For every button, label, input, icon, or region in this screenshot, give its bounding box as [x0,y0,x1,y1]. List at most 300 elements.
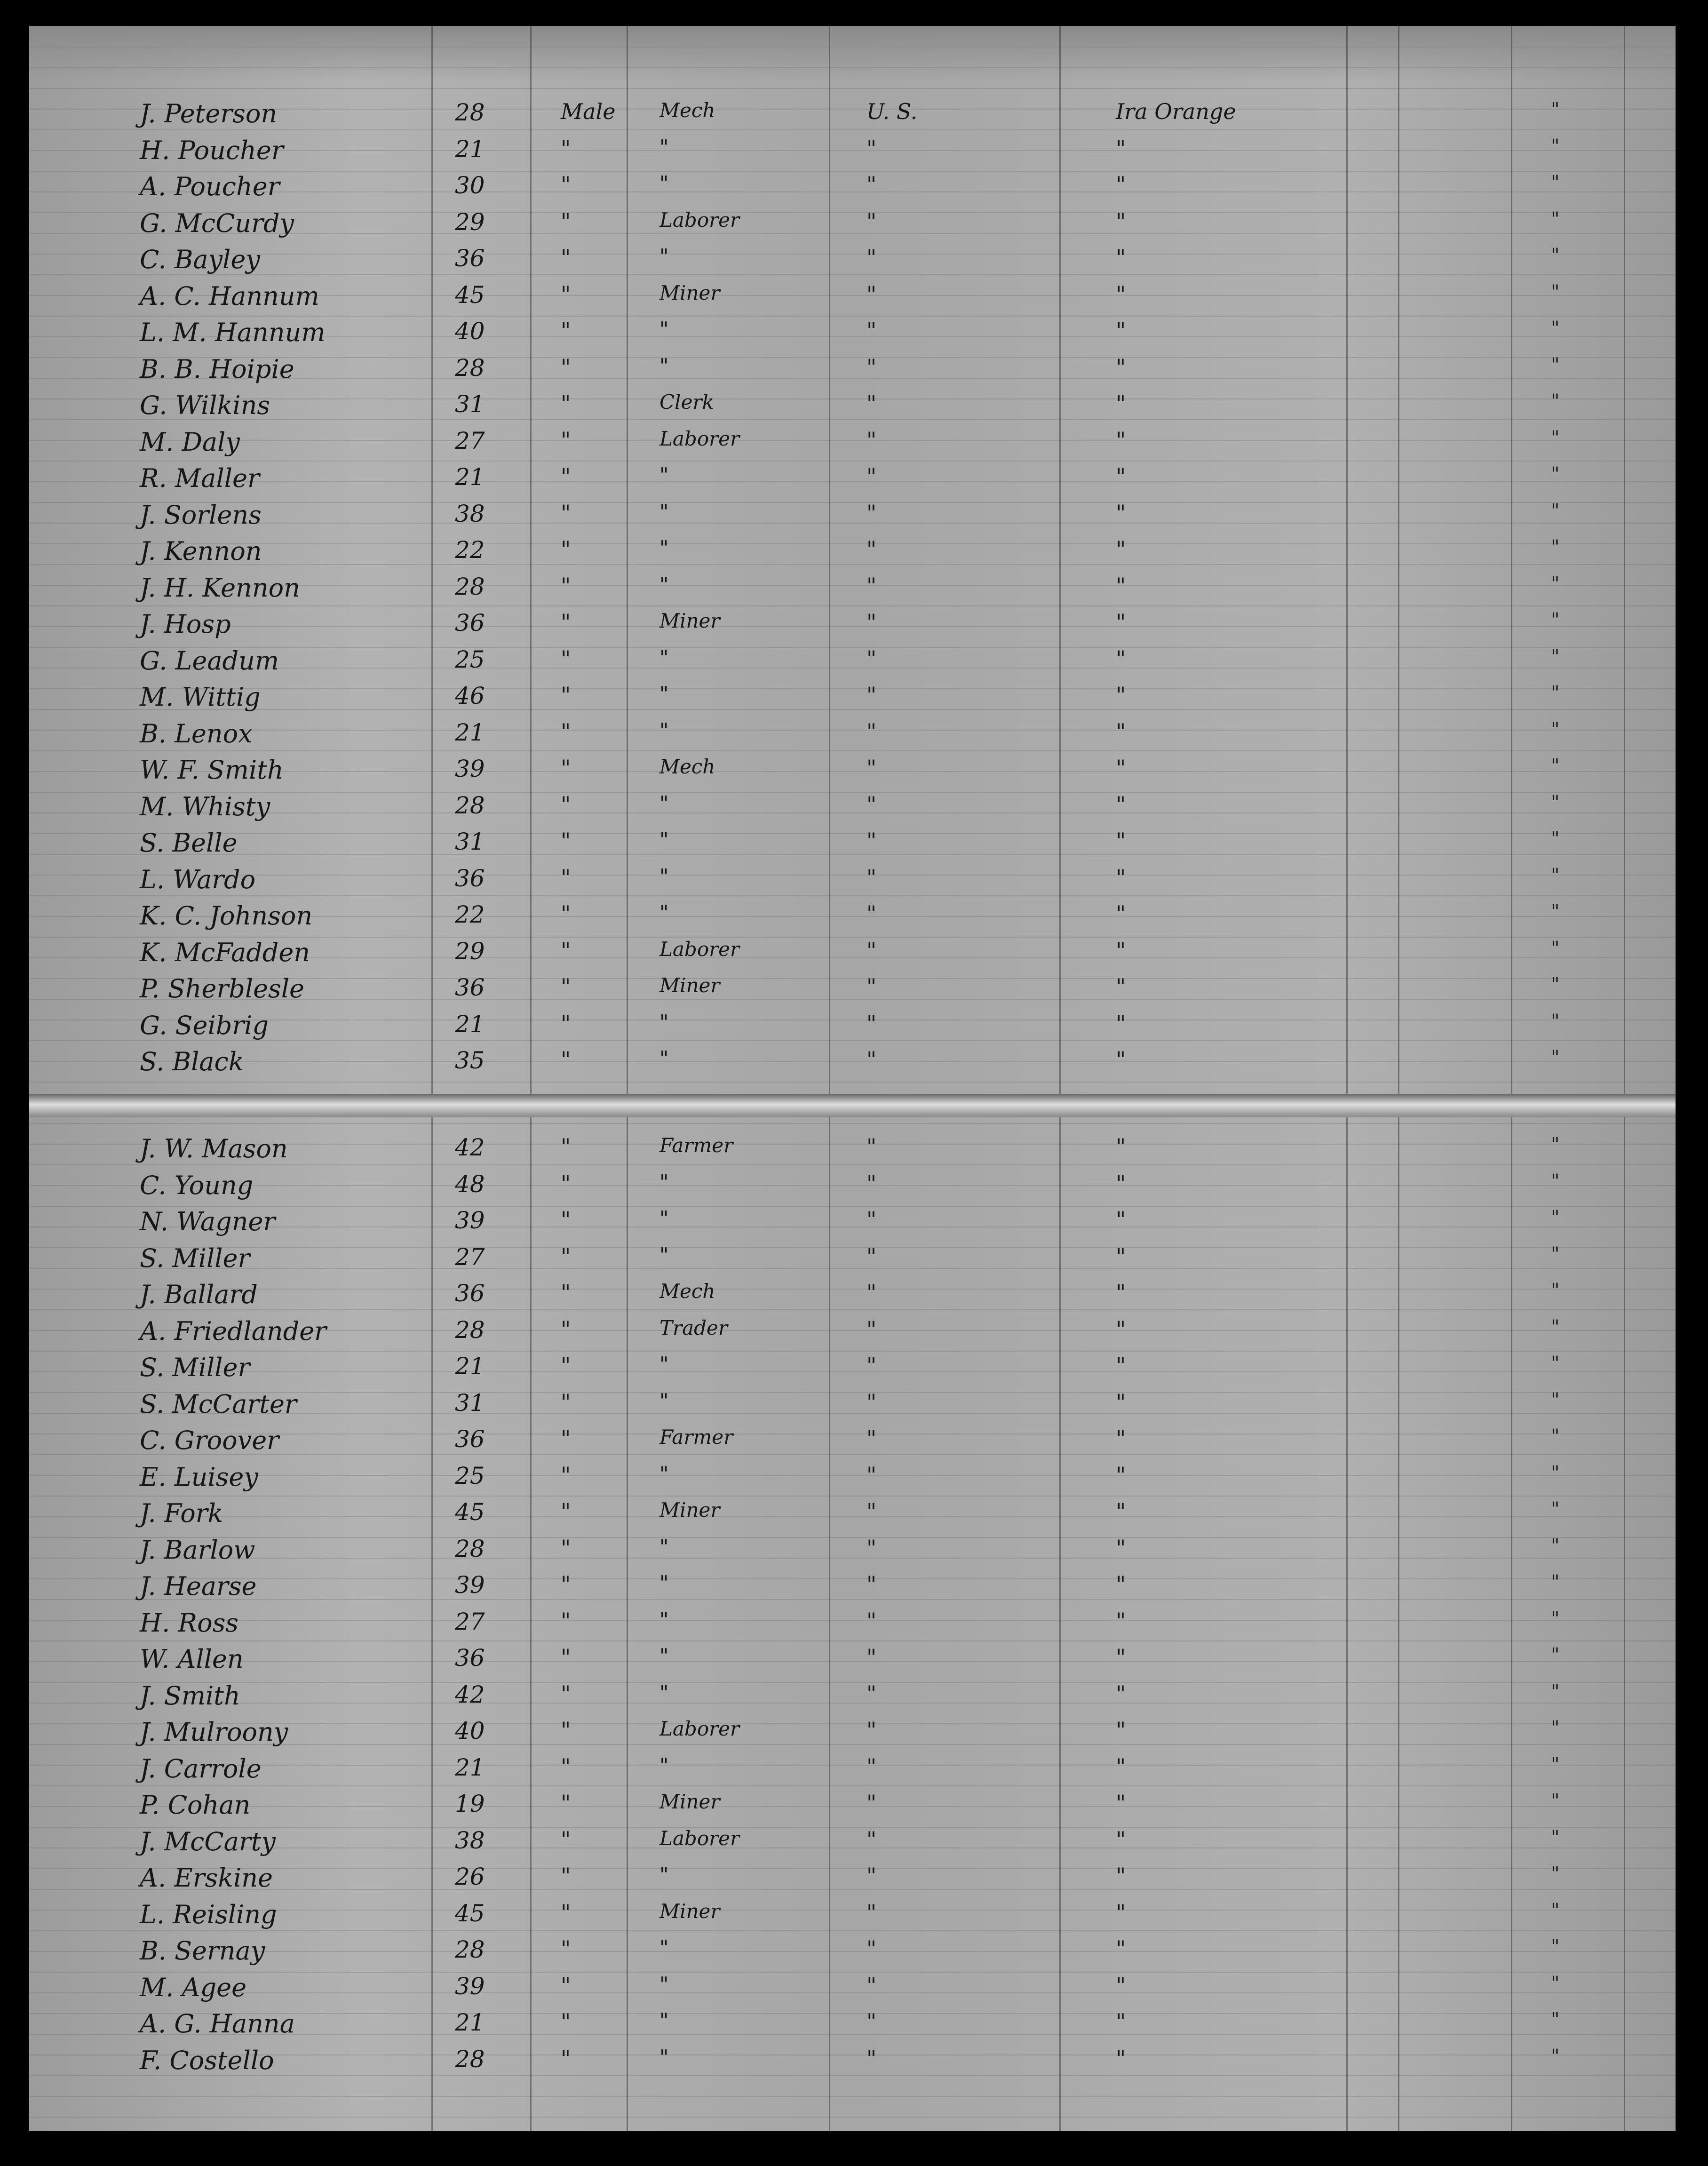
person-name: B. B. Hoipie [140,354,294,384]
birth-place: " [866,1826,877,1852]
person-name: H. Ross [140,1608,239,1638]
person-sex: " [561,1316,571,1342]
person-sex: " [561,1863,571,1888]
ledger-row [29,573,1676,610]
person-sex: " [561,1353,571,1378]
county-entry: " [1116,1753,1126,1779]
person-sex: " [561,1571,571,1597]
birth-place: " [866,354,877,380]
birth-place: " [866,1170,877,1196]
ledger-row [29,901,1676,938]
ledger-row [29,500,1676,537]
person-name: J. Sorlens [140,500,262,530]
county-entry: " [1116,1826,1126,1852]
birth-place: " [866,1425,877,1451]
ledger-row [29,1389,1676,1426]
birth-place: " [866,245,877,270]
person-age: 21 [455,463,485,491]
ditto-mark: " [1551,937,1560,959]
birth-place: " [866,1972,877,1998]
ditto-mark: " [1551,1498,1560,1520]
county-entry: " [1116,1047,1126,1072]
person-name: L. Reisling [140,1899,277,1929]
county-entry: " [1116,463,1126,489]
ledger-row [29,1207,1676,1243]
person-occupation: " [659,135,669,159]
ledger-row [29,1644,1676,1681]
person-age: 36 [455,1425,485,1453]
person-sex: " [561,1717,571,1743]
person-sex: " [561,609,571,635]
person-sex: " [561,1425,571,1451]
ledger-row [29,1047,1676,1083]
ditto-mark: " [1551,1316,1560,1338]
person-sex: " [561,318,571,343]
person-sex: " [561,1826,571,1852]
ditto-mark: " [1551,1243,1560,1265]
person-name: J. Kennon [140,536,262,566]
page-top-shadow [29,26,1676,82]
person-name: J. H. Kennon [140,573,300,603]
person-occupation: " [659,1170,669,1194]
person-occupation: " [659,2009,669,2032]
person-age: 21 [455,1010,485,1038]
ditto-mark: " [1551,1826,1560,1848]
person-name: A. Erskine [140,1863,273,1893]
county-entry: " [1116,1280,1126,1305]
person-age: 46 [455,682,485,709]
person-sex: " [561,1790,571,1816]
person-age: 27 [455,1243,485,1271]
county-entry: " [1116,1936,1126,1961]
person-age: 29 [455,937,485,965]
ledger-row [29,427,1676,464]
person-age: 31 [455,390,485,418]
ditto-mark: " [1551,1280,1560,1301]
birth-place: " [866,1316,877,1342]
ledger-row [29,354,1676,391]
ditto-mark: " [1551,1535,1560,1557]
ledger-row [29,1681,1676,1718]
person-occupation: " [659,318,669,341]
birth-place: " [866,281,877,307]
ditto-mark: " [1551,1680,1560,1703]
county-entry: " [1116,974,1126,999]
person-name: J. Hosp [140,609,231,639]
ledger-row [29,172,1676,208]
birth-place: " [866,2045,877,2071]
person-name: K. C. Johnson [140,901,313,931]
birth-place: " [866,755,877,780]
ledger-row [29,1425,1676,1462]
person-name: F. Costello [140,2045,274,2075]
birth-place: " [866,864,877,890]
person-occupation: Laborer [659,937,740,961]
person-occupation: " [659,1608,669,1631]
person-age: 45 [455,1899,485,1927]
birth-place: " [866,1790,877,1816]
county-entry: " [1116,1462,1126,1488]
person-age: 31 [455,1389,485,1417]
person-sex: " [561,1047,571,1072]
county-entry: " [1116,500,1126,526]
person-sex: " [561,718,571,744]
birth-place: " [866,390,877,416]
birth-place: " [866,318,877,343]
ledger-row [29,682,1676,719]
person-occupation: " [659,901,669,924]
ditto-mark: " [1551,1644,1560,1666]
person-age: 21 [455,2009,485,2036]
birth-place: " [866,573,877,598]
county-entry: " [1116,281,1126,307]
ditto-mark: " [1551,1608,1560,1630]
ditto-mark: " [1551,901,1560,923]
person-sex: " [561,500,571,526]
ditto-mark: " [1551,828,1560,850]
person-sex: " [561,1207,571,1232]
ledger-row [29,1462,1676,1499]
birth-place: " [866,901,877,926]
county-entry: " [1116,1010,1126,1036]
person-age: 25 [455,1462,485,1489]
county-entry: " [1116,1571,1126,1597]
person-sex: Male [561,99,616,124]
person-name: H. Poucher [140,135,284,165]
county-entry: " [1116,682,1126,708]
ditto-mark: " [1551,318,1560,339]
person-occupation: " [659,354,669,377]
person-occupation: Mech [659,1280,715,1303]
page-fold [29,1094,1676,1117]
person-name: W. Allen [140,1644,244,1674]
person-occupation: " [659,1644,669,1667]
person-occupation: Miner [659,609,720,632]
ditto-mark: " [1551,1753,1560,1776]
county-entry: " [1116,172,1126,197]
person-occupation: " [659,1047,669,1070]
ledger-row [29,1936,1676,1973]
person-age: 45 [455,281,485,309]
county-entry: " [1116,937,1126,963]
county-entry: " [1116,1863,1126,1888]
birth-place: " [866,1389,877,1415]
county-entry: " [1116,609,1126,635]
ditto-mark: " [1551,427,1560,449]
ledger-row [29,536,1676,573]
person-occupation: " [659,864,669,888]
county-entry: " [1116,135,1126,161]
ditto-mark: " [1551,2045,1560,2067]
person-sex: " [561,172,571,197]
person-occupation: Laborer [659,208,740,231]
birth-place: " [866,1644,877,1670]
ditto-mark: " [1551,1899,1560,1921]
person-name: A. G. Hanna [140,2009,295,2039]
county-entry: " [1116,318,1126,343]
person-sex: " [561,828,571,853]
birth-place: " [866,791,877,817]
ledger-row [29,208,1676,245]
ditto-mark: " [1551,2009,1560,2031]
county-entry: " [1116,755,1126,780]
person-occupation: " [659,1753,669,1777]
person-age: 29 [455,208,485,236]
ledger-row [29,1608,1676,1645]
person-age: 42 [455,1134,485,1161]
ledger-row [29,1754,1676,1791]
birth-place: " [866,1207,877,1232]
person-age: 40 [455,318,485,345]
county-entry: " [1116,573,1126,598]
person-sex: " [561,1936,571,1961]
birth-place: " [866,1680,877,1706]
person-sex: " [561,281,571,307]
ditto-mark: " [1551,1047,1560,1068]
person-sex: " [561,682,571,708]
person-sex: " [561,1498,571,1524]
person-name: J. Carrole [140,1753,262,1784]
ledger-row [29,1280,1676,1316]
person-occupation: " [659,1010,669,1034]
birth-place: " [866,1280,877,1305]
person-sex: " [561,1535,571,1561]
person-name: J. Fork [140,1498,223,1528]
ledger-row [29,1863,1676,1900]
person-name: C. Bayley [140,245,260,274]
ledger-page [29,26,1676,2131]
county-entry: " [1116,901,1126,926]
county-entry: " [1116,536,1126,562]
ditto-mark: " [1551,645,1560,668]
person-age: 28 [455,791,485,819]
ledger-row [29,755,1676,792]
person-name: J. Barlow [140,1535,255,1565]
person-occupation: " [659,1863,669,1886]
ditto-mark: " [1551,1972,1560,1994]
birth-place: U. S. [866,99,918,124]
person-age: 39 [455,1972,485,2000]
ditto-mark: " [1551,1353,1560,1374]
person-name: C. Groover [140,1425,279,1455]
person-age: 36 [455,609,485,637]
ledger-row [29,99,1676,135]
person-occupation: Laborer [659,427,740,450]
county-entry: " [1116,864,1126,890]
person-occupation: Clerk [659,390,714,414]
ledger-row [29,281,1676,318]
person-name: J. W. Mason [140,1134,288,1163]
ditto-mark: " [1551,208,1560,230]
person-name: G. Leadum [140,645,279,676]
person-occupation: " [659,536,669,559]
ditto-mark: " [1551,1863,1560,1885]
person-name: G. Seibrig [140,1010,269,1040]
person-name: J. Ballard [140,1280,258,1309]
person-occupation: Miner [659,1790,720,1813]
ditto-mark: " [1551,1717,1560,1739]
person-sex: " [561,1243,571,1269]
birth-place: " [866,1608,877,1633]
birth-place: " [866,1462,877,1488]
person-occupation: " [659,645,669,669]
person-name: S. McCarter [140,1389,297,1419]
ditto-mark: " [1551,1170,1560,1192]
person-age: 28 [455,1936,485,1963]
person-age: 36 [455,1644,485,1672]
person-age: 48 [455,1170,485,1198]
birth-place: " [866,682,877,708]
county-entry: " [1116,1535,1126,1561]
person-name: B. Lenox [140,718,253,749]
ledger-row [29,2009,1676,2046]
person-name: A. Friedlander [140,1316,326,1346]
county-entry: " [1116,1498,1126,1524]
ditto-mark: " [1551,354,1560,376]
person-sex: " [561,2009,571,2034]
person-sex: " [561,427,571,453]
birth-place: " [866,208,877,234]
ditto-mark: " [1551,536,1560,558]
county-entry: " [1116,1972,1126,1998]
ledger-row [29,792,1676,828]
county-entry: " [1116,1389,1126,1415]
county-entry: " [1116,828,1126,853]
person-age: 39 [455,755,485,782]
birth-place: " [866,2009,877,2034]
ledger-row [29,1011,1676,1047]
ledger-row [29,974,1676,1011]
county-entry: " [1116,1680,1126,1706]
birth-place: " [866,718,877,744]
birth-place: " [866,1571,877,1597]
county-entry: " [1116,1790,1126,1816]
ditto-mark: " [1551,1462,1560,1484]
person-sex: " [561,1280,571,1305]
birth-place: " [866,1753,877,1779]
ditto-mark: " [1551,135,1560,157]
ledger-row [29,828,1676,865]
person-age: 27 [455,427,485,454]
county-entry: " [1116,1243,1126,1269]
person-occupation: Miner [659,974,720,997]
person-sex: " [561,1680,571,1706]
person-age: 22 [455,536,485,564]
ledger-row [29,463,1676,500]
person-sex: " [561,1753,571,1779]
ditto-mark: " [1551,791,1560,813]
county-entry: " [1116,1425,1126,1451]
county-entry: " [1116,1717,1126,1743]
person-name: J. Mulroony [140,1717,288,1747]
person-sex: " [561,135,571,161]
ledger-row [29,1535,1676,1572]
person-sex: " [561,354,571,380]
person-age: 21 [455,1353,485,1380]
birth-place: " [866,427,877,453]
person-sex: " [561,1010,571,1036]
person-occupation: " [659,500,669,523]
person-name: J. Smith [140,1680,240,1711]
birth-place: " [866,1243,877,1269]
ledger-row [29,135,1676,172]
person-occupation: Laborer [659,1826,740,1850]
person-occupation: Trader [659,1316,728,1339]
ledger-row [29,1973,1676,2009]
birth-place: " [866,1717,877,1743]
ditto-mark: " [1551,573,1560,595]
person-sex: " [561,864,571,890]
ditto-mark: " [1551,682,1560,704]
person-occupation: " [659,682,669,705]
ditto-mark: " [1551,755,1560,777]
person-sex: " [561,1972,571,1998]
person-occupation: Laborer [659,1717,740,1740]
person-name: S. Black [140,1047,244,1076]
ledger-row [29,1134,1676,1171]
person-sex: " [561,755,571,780]
person-sex: " [561,645,571,671]
person-name: P. Cohan [140,1790,251,1820]
person-age: 19 [455,1790,485,1817]
birth-place: " [866,135,877,161]
person-age: 22 [455,901,485,928]
person-sex: " [561,1170,571,1196]
person-sex: " [561,573,571,598]
person-name: M. Wittig [140,682,261,712]
person-occupation: " [659,2045,669,2069]
person-age: 38 [455,500,485,527]
ditto-mark: " [1551,864,1560,886]
county-entry: " [1116,2009,1126,2034]
person-sex: " [561,208,571,234]
person-name: G. Wilkins [140,390,270,420]
person-occupation: " [659,463,669,486]
ditto-mark: " [1551,1571,1560,1593]
person-occupation: " [659,1353,669,1376]
county-entry: " [1116,427,1126,453]
person-name: A. C. Hannum [140,281,319,311]
ledger-row [29,719,1676,756]
ledger-row [29,1717,1676,1754]
person-age: 28 [455,354,485,382]
person-name: P. Sherblesle [140,974,304,1003]
person-occupation: Miner [659,1899,720,1923]
county-entry: " [1116,645,1126,671]
birth-place: " [866,1134,877,1159]
person-age: 38 [455,1826,485,1854]
person-age: 28 [455,2045,485,2073]
person-sex: " [561,791,571,817]
person-name: R. Maller [140,463,260,493]
person-name: C. Young [140,1170,254,1200]
person-name: J. Hearse [140,1571,257,1601]
person-occupation: " [659,573,669,596]
ditto-mark: " [1551,1389,1560,1411]
person-occupation: " [659,1243,669,1266]
birth-place: " [866,463,877,489]
person-name: E. Luisey [140,1462,258,1492]
ledger-row [29,609,1676,646]
person-age: 45 [455,1498,485,1526]
county-entry: " [1116,2045,1126,2071]
ledger-row [29,1498,1676,1535]
person-occupation: Farmer [659,1425,733,1449]
birth-place: " [866,1010,877,1036]
ledger-row [29,1353,1676,1389]
person-name: K. McFadden [140,937,310,967]
county-entry: " [1116,390,1126,416]
